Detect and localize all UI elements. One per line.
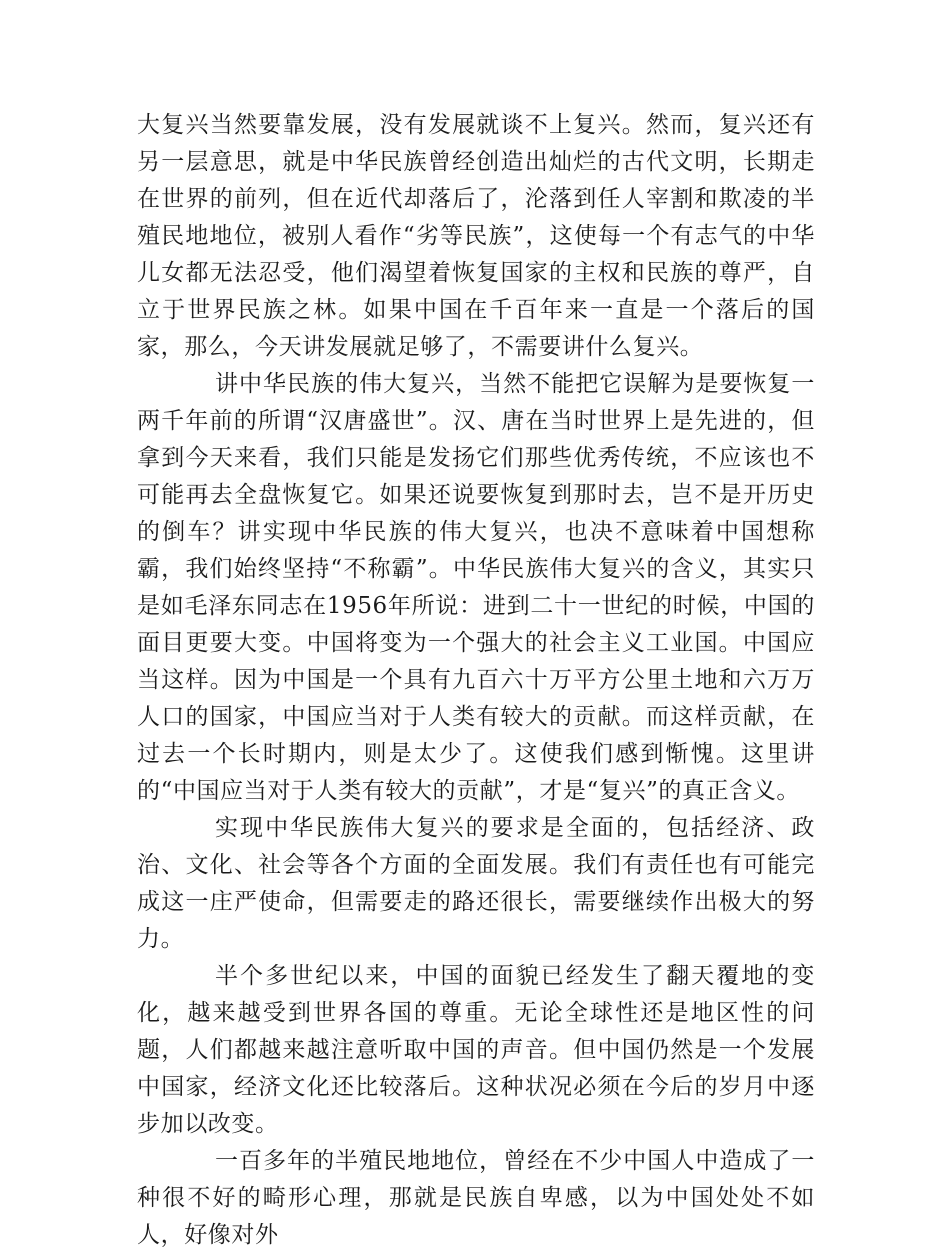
body-text — [137, 107, 815, 1254]
paragraph-3: 实现中华民族伟大复兴的要求是全面的，包括经济、政治、文化、社会等各个方面的全面发展。我们有责任也有可能完成这一庄严使命，但需要走的路还很长，需要继续作出极大的努力。 — [137, 815, 815, 952]
paragraph-2: 讲中华民族的伟大复兴，当然不能把它误解为是要恢复一两千年前的所谓“汉唐盛世”。汉、唐在当时世界上是先进的，但拿到今天来看，我们只能是发扬它们那些优秀传统，不应该也不可能再去全盘恢复它。如果还说要恢复到那时去，岂不是开历史的倒车？讲实现中华民族的伟大复兴，也决不意味着中国想称霸，我们始终坚持“不称霸”。中华民族伟大复兴的含义，其实只是如毛泽东同志在1956年所说：进到二十一世纪的时候，中国的面目更要大变。中国将变为一个强大的社会主义工业国。中国应当这样。因为中国是一个具有九百六十万平方公里土地和六万万人口的国家，中国应当对于人类有较大的贡献。而这样贡献，在过去一个长时期内，则是太少了。这使我们感到惭愧。这里讲的“中国应当对于人类有较大的贡献”，才是“复兴”的真正含义。 — [137, 371, 815, 804]
paragraph-1: 大复兴当然要靠发展，没有发展就谈不上复兴。然而，复兴还有另一层意思，就是中华民族曾经创造出灿烂的古代文明，长期走在世界的前列，但在近代却落后了，沦落到任人宰割和欺凌的半殖民地地位，被别人看作“劣等民族”，这使每一个有志气的中华儿女都无法忍受，他们渴望着恢复国家的主权和民族的尊严，自立于世界民族之林。如果中国在千百年来一直是一个落后的国家，那么，今天讲发展就足够了，不需要讲什么复兴。 — [137, 112, 815, 360]
paragraph-5: 一百多年的半殖民地地位，曾经在不少中国人中造成了一种很不好的畸形心理，那就是民族自卑感，以为中国处处不如人，好像对外 — [137, 1148, 815, 1248]
paragraph-4: 半个多世纪以来，中国的面貌已经发生了翻天覆地的变化，越来越受到世界各国的尊重。无论全球性还是地区性的问题，人们都越来越注意听取中国的声音。但中国仍然是一个发展中国家，经济文化还比较落后。这种状况必须在今后的岁月中逐步加以改变。 — [137, 963, 815, 1137]
